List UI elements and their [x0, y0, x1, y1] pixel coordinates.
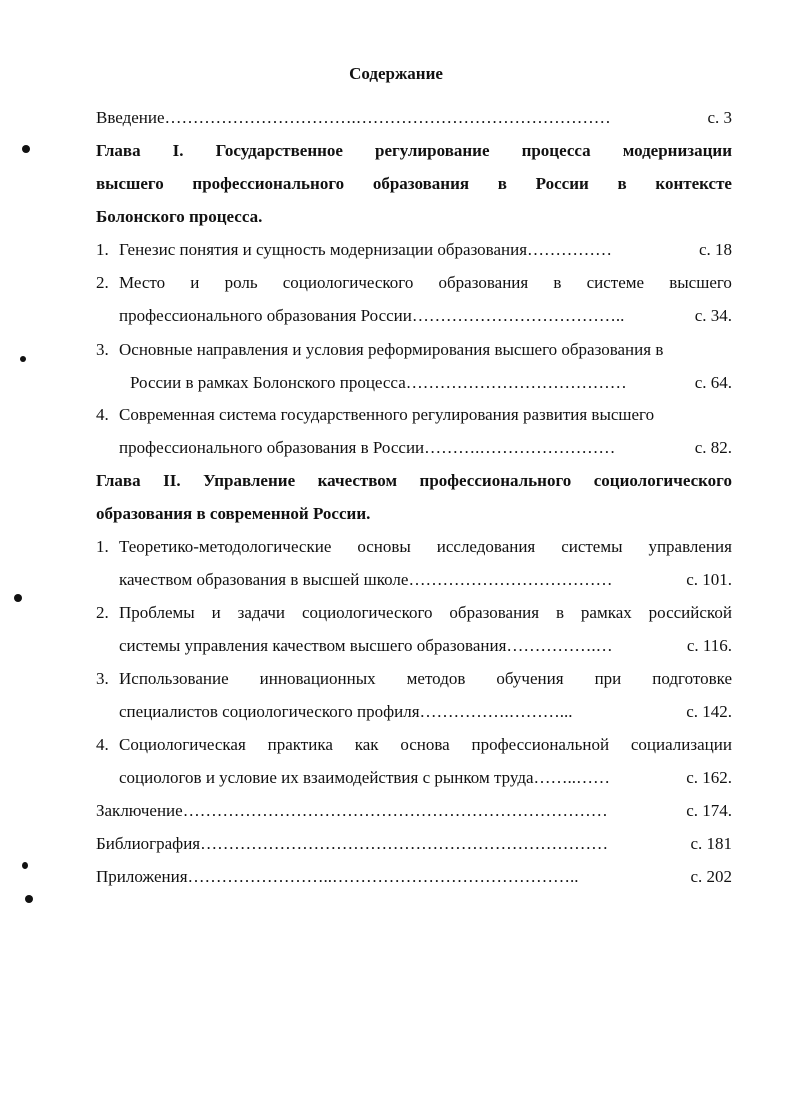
toc-entry-ch2-3-line-1 [119, 668, 732, 690]
toc-entry-ch2-2-line-2 [119, 635, 732, 657]
word: России [535, 174, 589, 193]
toc-label: России в рамках Болонского процесса [130, 373, 406, 392]
toc-entry-ch1-3-line-2 [130, 372, 732, 394]
item-number: 2. [96, 273, 109, 292]
word: инновационных [259, 669, 376, 688]
toc-dots: ………………………………… [405, 373, 627, 392]
toc-entry-ch2-4-line-1 [119, 734, 732, 756]
word: Глава [96, 471, 141, 490]
word: управления [648, 537, 732, 556]
word: II. [163, 471, 181, 490]
word: Управление [203, 471, 296, 490]
toc-page: с. 116. [686, 636, 732, 655]
word: рамках [580, 603, 632, 622]
word: Использование [119, 669, 229, 688]
word: как [354, 735, 379, 754]
word: системы [561, 537, 623, 556]
toc-entry-ch1-4-line-1: Современная система государственного регулирования развития высшего [119, 405, 655, 424]
toc-entry-bibliography [96, 833, 732, 855]
toc-dots: …………….………... [419, 702, 573, 721]
toc-label: профессионального образования России [119, 306, 412, 325]
toc-entry-ch1-2-line-2 [119, 305, 732, 327]
toc-entry-ch1-3-line-1: Основные направления и условия реформирования высшего образования в [119, 340, 664, 359]
word: в [497, 174, 507, 193]
chapter-1-heading-line-3: Болонского процесса. [96, 207, 263, 226]
word: профессионального [419, 471, 572, 490]
scan-mark [25, 895, 33, 903]
word: контексте [655, 174, 732, 193]
toc-dots: ……….…………………… [424, 438, 616, 457]
toc-dots: ……………………………………………………………… [200, 834, 609, 853]
word: социологического [301, 603, 433, 622]
toc-entry-ch1-4-line-2 [119, 437, 732, 459]
toc-dots: …………………………….……………………………………… [164, 108, 611, 127]
scan-mark [22, 862, 28, 869]
item-number: 3. [96, 340, 109, 359]
toc-page: с. 18 [698, 240, 732, 259]
word: российской [648, 603, 732, 622]
item-number: 3. [96, 669, 109, 688]
toc-dots: ………………………………………………………………… [182, 801, 608, 820]
toc-label: качеством образования в высшей школе [119, 570, 409, 589]
item-number: 2. [96, 603, 109, 622]
toc-label: системы управления качеством высшего образования [119, 636, 507, 655]
toc-label: профессионального образования в России [119, 438, 425, 457]
word: исследования [436, 537, 536, 556]
toc-label: социологов и условие их взаимодействия с рынком труда [119, 768, 534, 787]
word: в [617, 174, 627, 193]
word: основа [400, 735, 450, 754]
toc-entry-ch1-2-line-1 [119, 272, 732, 294]
word: социологического [282, 273, 414, 292]
scan-mark [20, 356, 26, 362]
word: обучения [496, 669, 564, 688]
word: при [594, 669, 622, 688]
toc-label: Приложения [96, 867, 188, 886]
item-number: 1. [96, 240, 109, 259]
item-number: 1. [96, 537, 109, 556]
toc-label: Введение [96, 108, 165, 127]
toc-entry-intro [96, 107, 732, 129]
toc-page: с. 3 [707, 108, 732, 127]
toc-page: с. 202 [690, 867, 732, 886]
toc-label: Заключение [96, 801, 183, 820]
word: основы [357, 537, 411, 556]
item-number: 4. [96, 405, 109, 424]
word: образования [449, 603, 540, 622]
scan-mark [14, 594, 22, 602]
word: Проблемы [119, 603, 195, 622]
word: подготовке [652, 669, 732, 688]
word: социализации [630, 735, 732, 754]
toc-page: с. 174. [686, 801, 732, 820]
toc-dots: ……………………………… [408, 570, 613, 589]
toc-page: с. 181 [690, 834, 732, 853]
toc-entry-conclusion [96, 800, 732, 822]
toc-entry-ch2-2-line-1 [119, 602, 732, 624]
toc-page: с. 82. [694, 438, 732, 457]
toc-page: с. 64. [694, 373, 732, 392]
word: в [556, 603, 565, 622]
toc-dots: ……..…… [533, 768, 611, 787]
word: I. [172, 141, 184, 160]
toc-label: специалистов социологического профиля [119, 702, 420, 721]
chapter-1-heading-line-2 [96, 173, 732, 195]
word: Социологическая [119, 735, 246, 754]
word: методов [406, 669, 466, 688]
word: Государственное [215, 141, 343, 160]
word: профессионального [192, 174, 345, 193]
toc-entry-ch2-4-line-2 [119, 767, 732, 789]
word: профессиональной [471, 735, 610, 754]
word: и [190, 273, 200, 292]
toc-dots: ……………………..…………………………………….. [187, 867, 579, 886]
word: практика [267, 735, 333, 754]
word: высшего [96, 174, 164, 193]
chapter-1-heading-line-1 [96, 140, 732, 162]
toc-page: с. 34. [694, 306, 732, 325]
word: образования [372, 174, 470, 193]
toc-page: с. 101. [686, 570, 732, 589]
chapter-2-heading-line-2: образования в современной России. [96, 504, 371, 523]
toc-dots: ……………………………….. [411, 306, 625, 325]
item-number: 4. [96, 735, 109, 754]
word: роль [224, 273, 258, 292]
word: Место [119, 273, 166, 292]
word: задачи [237, 603, 286, 622]
word: социологического [593, 471, 732, 490]
word: регулирование [375, 141, 490, 160]
scan-mark [22, 145, 30, 153]
word: в [553, 273, 562, 292]
toc-label: Генезис понятия и сущность модернизации образования [119, 240, 528, 259]
word: и [211, 603, 221, 622]
chapter-2-heading-line-1 [96, 470, 732, 492]
word: системе [586, 273, 645, 292]
toc-page: с. 162. [686, 768, 732, 787]
toc-dots: …………….… [506, 636, 613, 655]
toc-entry-appendix [96, 866, 732, 888]
toc-entry-ch2-1-line-1 [119, 536, 732, 558]
toc-label: Библиография [96, 834, 201, 853]
word: модернизации [622, 141, 732, 160]
toc-entry-ch2-1-line-2 [119, 569, 732, 591]
toc-dots: …………… [527, 240, 613, 259]
toc-entry-ch1-1 [119, 239, 732, 261]
word: высшего [669, 273, 732, 292]
word: Теоретико-методологические [119, 537, 332, 556]
word: качеством [317, 471, 398, 490]
word: процесса [521, 141, 591, 160]
toc-entry-ch2-3-line-2 [119, 701, 732, 723]
page-title: Содержание [349, 64, 443, 83]
word: образования [438, 273, 529, 292]
word: Глава [96, 141, 141, 160]
toc-page: с. 142. [686, 702, 732, 721]
